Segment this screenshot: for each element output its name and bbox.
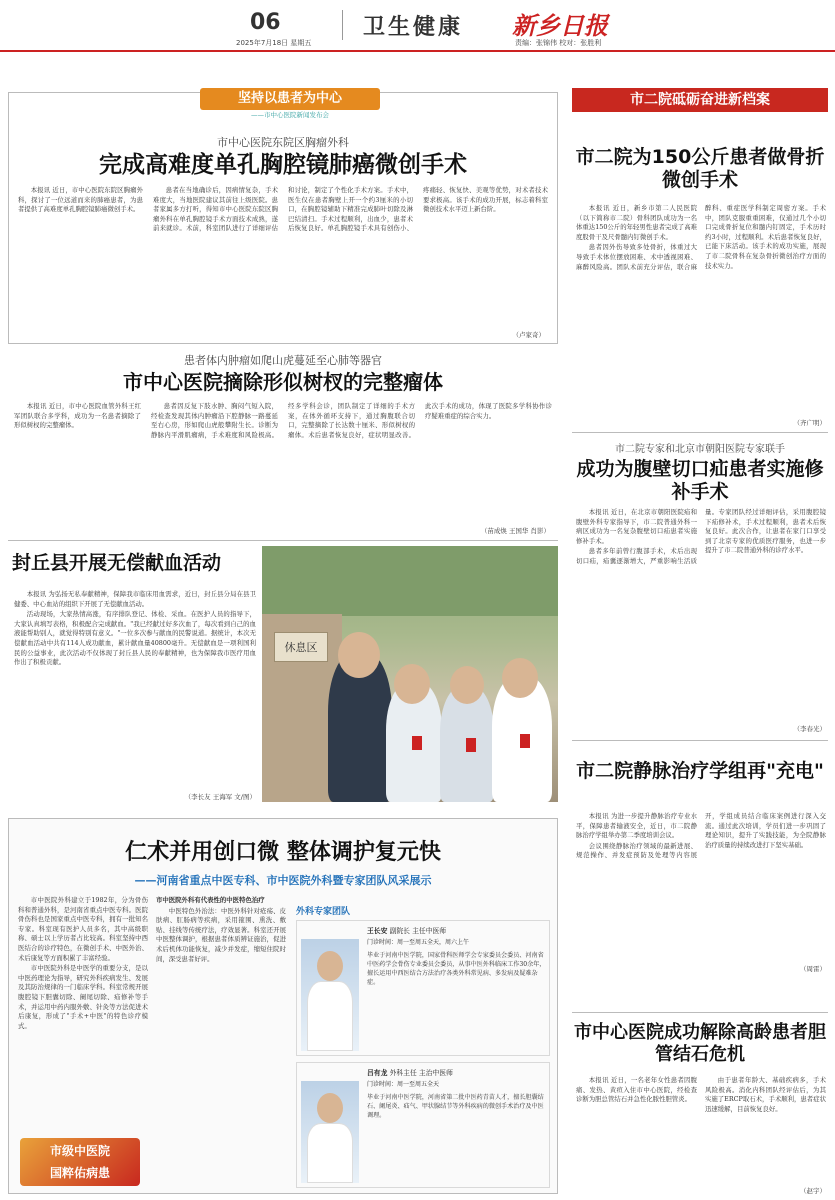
donation-certificate [520,734,530,748]
divider [572,1012,828,1013]
article-kicker: 市中心医院东院区胸瘤外科 [217,136,349,149]
article-paragraph: 活动现场，大家热情高涨，有序排队登记、体检、采血。在医护人员的指导下，大家认真填写表格，积极配合完成献血。"我已经献过好多次血了，每次看到自己的血液能帮助别人，就觉得特别有意义。"一位多次参与献血的民警说道。据统计，本次无偿献血活动中共有114人成功献血，累计献血量40800毫升。无偿献血是一项利国利民的公益事业，此次活动不仅体现了封丘县人民的奉献精神，也为保障我市医疗用血作出了积极贡献。 [14,610,256,667]
article-paragraph: 患者因反复下肢水肿、胸闷气短入院，经检查发现其体内肿瘤沿下腔静脉一路蔓延至右心房，形如爬山虎般攀附生长。诊断为静脉内平滑肌瘤病，手术难度和风险极高。经多学科会诊，团队制定了详细的手术方案，在体外循环支持下，通过胸腹联合切口，完整摘除了长达数十厘米、形似树杈的瘤体。术后患者恢复良好，症状明显改善。此次手术的成功，体现了医院多学科协作诊疗疑难重症的综合实力。 [151,402,552,439]
divider [8,540,558,541]
feature-subheading: 市中医院外科有代表性的中医特色治疗 [156,896,265,904]
article-body [576,204,826,424]
donation-certificate [412,736,422,750]
doctor-title: 外科主任 主治中医师 [389,1069,453,1077]
article-body [576,1076,826,1184]
article-title: 市二院静脉治疗学组再"充电" [576,760,824,782]
newspaper-logo: 新乡日报 [512,11,608,40]
article-body [18,896,148,1132]
doctor-schedule: 门诊时间：周一至周五全天，周六上午 [367,939,470,946]
article-title: 市二院为150公斤患者做骨折微创手术 [575,146,825,191]
photo-trees [262,546,558,616]
expert-team-heading: 外科专家团队 [296,907,351,917]
doctor-head [317,951,343,981]
article-paragraph: 患者在当地确诊后，因病情复杂，手术难度大，当地医院建议其前往上级医院。患者家属多方打听，得知市中心医院东院区胸瘤外科在单孔胸腔镜手术方面技术成熟，遂前来就诊。术前，科室团队进行了详细评估和讨论，制定了个性化手术方案。手术中，医生仅在患者胸壁上开一个约3厘米的小切口，在胸腔镜辅助下精准完成肺叶切除及淋巴结清扫。手术过程顺利，出血少，患者术后恢复良好。单孔胸腔镜手术具有创伤小、疼痛轻、恢复快、美观等优势，对术者技术要求极高。该手术的成功开展，标志着科室微创技术水平迈上新台阶。 [153,186,548,233]
article-byline: （齐广明） [793,419,826,427]
article-lead: 本报讯 近日，市中心医院血管外科王红军团队联合多学科，成功为一名患者摘除了形似树杈的完整瘤体。 [14,402,141,430]
article-title: 成功为腹壁切口疝患者实施修补手术 [576,458,824,503]
article-paragraph: 市中医院外科建立于1982年，分为骨伤科和普通外科，是河南省重点中医专科。医院骨伤科也是国家重点中医专科，拥有一批知名专家。科室现有医护人员多名，其中高级职称、硕士以上学历者占比较高。科室坚持中西医结合的诊疗特色，在微创手术、中医外治、术后康复等方面积累了丰富经验。 [18,896,148,962]
white-coat [307,1123,353,1183]
article-paragraph: 市中医院外科是中医学的重要分支，是以中医药理论为指导，研究外科疾病发生、发展及其防治规律的一门临床学科。科室常规开展腹腔镜下胆囊切除、阑尾切除、疝修补等手术，并运用中药内服外敷、针灸等方法促进术后康复，形成了"手术+中医"的特色诊疗模式。 [18,964,148,1030]
article-body [14,402,552,526]
article-lead: 本报讯 近日，新乡市第二人民医院（以下简称市二院）骨科团队成功为一名体重达150公斤的年轻男性患者完成了高难度股骨干及尺骨髓内钉微创手术。 [576,204,697,241]
doctor-schedule: 门诊时间：周一至周五全天 [367,1081,440,1088]
article-title: 封丘县开展无偿献血活动 [12,552,222,574]
editor-credits: 责编：张锦伟 校对：张胜利 [515,39,602,47]
doctor-name: 吕有龙 [367,1069,388,1077]
issue-date: 2025年7月18日 星期五 [236,39,312,47]
article-title: 市中心医院摘除形似树杈的完整瘤体 [123,370,443,394]
article-title: 仁术并用创口微 整体调护复元快 [125,840,441,865]
article-body [14,590,256,786]
article-paragraph: 患者因外伤导致多处骨折，体重过大导致手术体位摆放困难、术中透视困难、麻醉风险高。团队术前充分评估，联合麻醉科、重症医学科制定周密方案。手术中，团队克服重重困难，仅通过几个小切口完成骨折复位和髓内钉固定，手术历时约3小时，过程顺利。术后患者恢复良好，已能下床活动。该手术的成功实施，展现了市二院骨科在复杂骨折微创治疗方面的技术实力。 [576,204,826,271]
article-lead: 本报讯 近日，在北京市朝阳医院疝和腹壁外科专家指导下，市二院普通外科一病区成功为一名复杂腹壁切口疝患者实施修补手术。 [576,508,697,545]
doctor-name-line [367,1067,547,1077]
section-banner: 坚持以患者为中心 [200,88,380,110]
article-byline: （李长友 王海军 文/图） [184,793,256,801]
article-body [576,508,826,726]
article-byline: （赵宇） [800,1187,826,1195]
article-lead: 本报讯 近日，一名老年女性患者因腹痛、发热、黄疸入住市中心医院，经检查诊断为胆总管结石并急性化脓性胆管炎。 [576,1076,697,1104]
article-paragraph: 会议围绕静脉治疗领域的最新进展、规范操作、并发症预防及处理等内容展开，学组成员结合临床案例进行深入交流。通过此次培训，学员们进一步巩固了理论知识，提升了实践技能，为全院静脉治疗质量的持续改进打下坚实基础。 [576,812,826,860]
doctor-card [296,1062,550,1188]
article-body [18,186,548,326]
doctor-title: 副院长 主任中医师 [389,927,447,935]
masthead-divider [342,10,343,40]
article-byline: （卢家奇） [512,331,545,339]
section-banner-sub: ——市中心医院新闻发布会 [251,111,329,119]
doctor-photo [301,939,359,1051]
article-subtitle: ——河南省重点中医专科、市中医院外科暨专家团队风采展示 [134,874,432,887]
doctor-name-line [367,925,547,935]
rest-area-sign: 休息区 [274,632,328,662]
tcm-badge [20,1138,140,1186]
divider [572,740,828,741]
person-head [502,658,538,698]
blood-donation-photo [262,546,558,802]
article-body [156,896,286,1186]
article-lead: 本报讯 近日，市中心医院东院区胸瘤外科，探讨了一位远道而来的肺癌患者，为患者提供了高难度单孔胸腔镜肺癌微创手术。 [18,186,143,214]
article-paragraph: 患者多年前曾行腹部手术，术后出现切口疝，疝囊逐渐增大，严重影响生活质量。专家团队经过详细评估，采用腹腔镜下疝修补术，手术过程顺利，患者术后恢复良好。此次合作，让患者在家门口享受到了北京专家的优质医疗服务，也进一步提升了市二院普通外科的诊疗水平。 [576,508,826,565]
article-body [576,812,826,962]
article-lead: 本报讯 为弘扬无私奉献精神，保障我市临床用血需求，近日，封丘县分局在县卫健委、中心血站的组织下开展了无偿献血活动。 [14,590,256,608]
article-paragraph: 由于患者年龄大、基础疾病多，手术风险极高。消化内科团队经评估后，为其实施了ERCP取石术，手术顺利，患者症状迅速缓解，目前恢复良好。 [705,1076,826,1113]
article-title: 市中心医院成功解除高龄患者胆管结石危机 [574,1022,826,1065]
page-number: 06 [250,10,281,35]
article-byline: （苗成焕 王国华 肖影） [480,527,550,535]
article-lead: 本报讯 为进一步提升静脉治疗专业水平，保障患者输液安全，近日，市二院静脉治疗学组举办第二季度培训会议。 [576,812,697,840]
doctor-description: 毕业于河南中医学院，河南省第二批中医药青苗人才，擅长胆囊结石、阑尾炎、疝气、甲状腺结节等外科疾病的微创手术治疗及中医调理。 [367,1094,544,1119]
badge-line: 市级中医院 [49,1144,110,1158]
badge-line: 国粹佑病患 [49,1166,110,1180]
donation-certificate [466,738,476,752]
section-title: 卫生健康 [363,15,464,40]
article-kicker: 患者体内肿瘤如爬山虎蔓延至心肺等器官 [184,354,382,367]
person-head [394,664,430,704]
person-head [450,666,484,704]
article-kicker: 市二院专家和北京市朝阳医院专家联手 [615,444,785,455]
doctor-card [296,920,550,1056]
article-byline: （李春光） [793,725,826,733]
doctor-description: 毕业于河南中医学院，国家骨科医师学会专家委员会委员、河南省中医药学会骨伤专业委员会委员，从事中医外科临床工作30余年，擅长运用中西医结合方法治疗各类外科常见病、多发病及疑难杂症。 [367,952,546,986]
doctor-name: 王长安 [367,927,388,935]
right-section-banner: 市二院砥砺奋进新档案 [572,88,828,112]
article-byline: （周雷） [800,965,826,973]
person-head [338,632,380,678]
white-coat [307,981,353,1051]
article-title: 完成高难度单孔胸腔镜肺癌微创手术 [99,152,467,178]
doctor-head [317,1093,343,1123]
divider [572,432,828,433]
doctor-photo [301,1081,359,1183]
article-paragraph: 中医特色外治法：中医外科针对疮疡、皮肤病、肛肠病等疾病，采用箍围、熏洗、敷贴、挂线等传统疗法，疗效显著。科室还开展中医整体调护，根据患者体质辨证施治，促进术后机体功能恢复，减少并发症，缩短住院时间，深受患者好评。 [156,906,286,963]
